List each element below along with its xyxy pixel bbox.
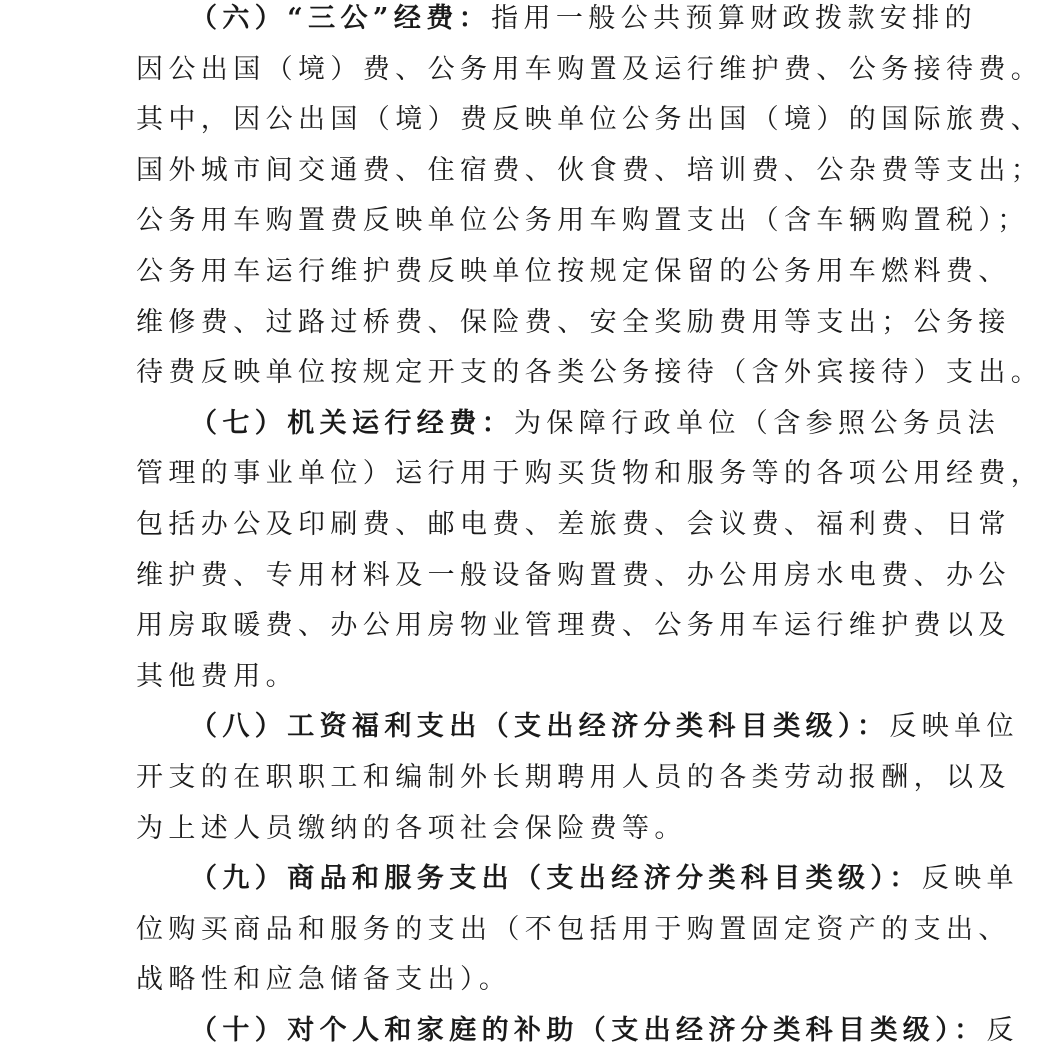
- paragraph-line: 公务用车运行维护费反映单位按规定保留的公务用车燃料费、: [136, 255, 1011, 287]
- paragraph-line: 开支的在职职工和编制外长期聘用人员的各类劳动报酬，以及: [136, 761, 1011, 793]
- paragraph-line: [136, 399, 1000, 450]
- paragraph-line: 管理的事业单位）运行用于购买货物和服务等的各项公用经费，: [136, 458, 1043, 490]
- paragraph-line: 公务用车购置费反映单位公务用车购置支出（含车辆购置税）；: [136, 205, 1030, 237]
- paragraph-line: 包括办公及印刷费、邮电费、差旅费、会议费、福利费、日常: [136, 508, 1011, 540]
- paragraph-line: 因公出国（境）费、公务用车购置及运行维护费、公务接待费。: [136, 53, 1043, 85]
- paragraph-line: 战略性和应急储备支出）。: [136, 964, 512, 996]
- paragraph-line: 待费反映单位按规定开支的各类公务接待（含外宾接待）支出。: [136, 357, 1043, 389]
- paragraph-line: 位购买商品和服务的支出（不包括用于购置固定资产的支出、: [136, 913, 1011, 945]
- paragraph-line: 维修费、过路过桥费、保险费、安全奖励费用等支出；公务接: [136, 306, 1011, 338]
- paragraph-text: 反映单位: [889, 711, 1019, 743]
- paragraph-line: 其他费用。: [136, 660, 298, 692]
- paragraph-line: [136, 0, 978, 45]
- paragraph-text: 为保障行政单位（含参照公务员法: [514, 407, 1000, 439]
- section-heading: （九）商品和服务支出（支出经济分类科目类级）：: [190, 863, 922, 895]
- section-heading: （八）工资福利支出（支出经济分类科目类级）：: [190, 711, 890, 743]
- paragraph-line: [136, 1006, 1019, 1056]
- paragraph-line: 为上述人员缴纳的各项社会保险费等。: [136, 812, 687, 844]
- paragraph-line: 用房取暖费、办公用房物业管理费、公务用车运行维护费以及: [136, 610, 1011, 642]
- paragraph-line: [136, 854, 1019, 905]
- section-heading: （七）机关运行经费：: [190, 407, 514, 439]
- paragraph-line: 国外城市间交通费、住宿费、伙食费、培训费、公杂费等支出；: [136, 154, 1043, 186]
- paragraph-text: 指用一般公共预算财政拨款安排的: [491, 3, 978, 34]
- section-heading: （十）对个人和家庭的补助（支出经济分类科目类级）：: [190, 1014, 987, 1046]
- paragraph-text: 反: [986, 1014, 1019, 1046]
- document-page: [136, 0, 1043, 1056]
- paragraph-line: [136, 702, 1019, 753]
- paragraph-line: 维护费、专用材料及一般设备购置费、办公用房水电费、办公: [136, 559, 1011, 591]
- section-heading: （六）“三公”经费：: [190, 3, 492, 34]
- paragraph-text: 反映单: [921, 863, 1019, 895]
- paragraph-line: 其中，因公出国（境）费反映单位公务出国（境）的国际旅费、: [136, 104, 1043, 136]
